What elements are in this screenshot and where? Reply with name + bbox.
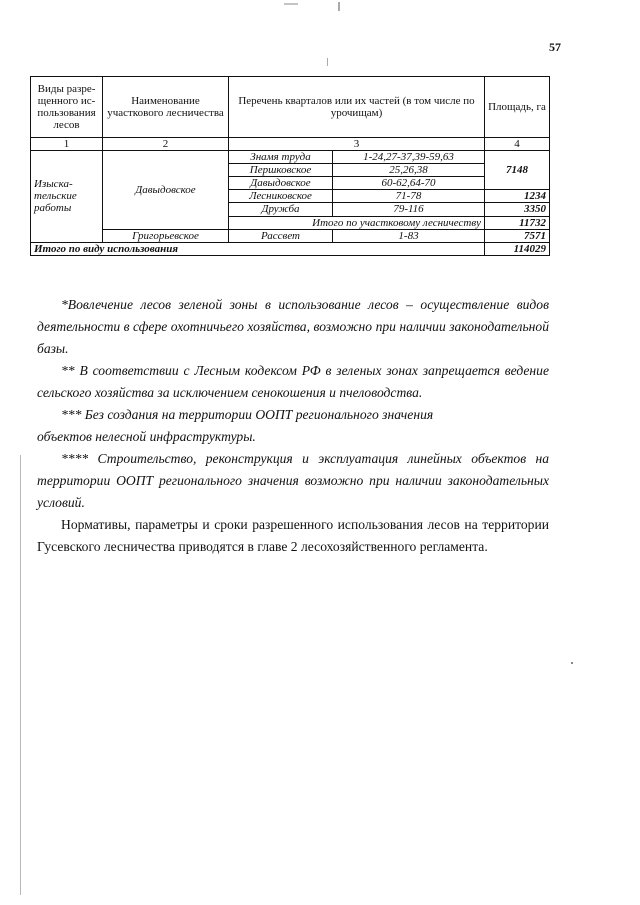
table-column-numbers-row [31,138,550,151]
scan-speck [571,662,573,664]
footnotes [37,294,549,558]
tract-name: Дружба [229,203,333,216]
table-header-row [31,77,550,138]
forest-use-table [30,76,550,256]
tract-name: Лесниковское [229,190,333,203]
footnote-4: **** Строительство, реконструкция и эксплуатация линейных объектов на территории ООПТ регионального значения возможно при наличии законодательных условий. [37,451,549,510]
tract-quarters: 79-116 [333,203,485,216]
forestry-davydovskoe-cell: Давыдовское [103,151,229,230]
footnote-3: *** Без создания на территории ООПТ регионального значения [61,407,434,422]
column-number-1: 1 [31,138,103,151]
tract-quarters: 71-78 [333,190,485,203]
subtotal-value: 11732 [485,216,550,229]
footnote-1: *Вовлечение лесов зеленой зоны в использование лесов – осуществление видов деятельности в сфере охотничьего хозяйства, возможно при наличии законодательной базы. [37,297,549,356]
header-area: Площадь, га [485,77,550,138]
tract-quarters: 1-24,27-37,39-59,63 [333,151,485,164]
footnote-3-continuation: объектов нелесной инфраструктуры. [37,429,256,444]
total-row [31,242,550,255]
area-cell: 3350 [485,203,550,216]
column-number-3: 3 [229,138,485,151]
area-cell: 1234 [485,190,550,203]
scan-edge-line [20,455,21,895]
header-usage-type: Виды разре-щенного ис-пользования лесов [31,77,103,138]
area-cell: 7571 [485,229,550,242]
total-label: Итого по виду использования [31,242,485,255]
column-number-2: 2 [103,138,229,151]
tract-quarters: 1-83 [333,229,485,242]
table-row [31,151,550,164]
footnote-2: ** В соответствии с Лесным кодексом РФ в зеленых зонах запрещается ведение сельского хозяйства за исключением сенокошения и пчеловодства. [37,363,549,400]
subtotal-label: Итого по участковому лесничеству [229,216,485,229]
page-number: 57 [549,40,561,54]
table-row [31,229,550,242]
forestry-grigorievskoe-cell: Григорьевское [103,229,229,242]
usage-type-cell: Изыска-тельские работы [31,151,103,243]
area-group-cell: 7148 [485,151,550,190]
tract-quarters: 60-62,64-70 [333,177,485,190]
tract-quarters: 25,26,38 [333,164,485,177]
tract-name: Рассвет [229,229,333,242]
tract-name: Першковское [229,164,333,177]
scan-speck [284,3,298,5]
scan-speck [338,2,340,11]
closing-paragraph: Нормативы, параметры и сроки разрешенного использования лесов на территории Гусевского лесничества приводятся в главе 2 лесохозяйственного регламента. [37,517,549,554]
header-forestry-name: Наименование участкового лесничества [103,77,229,138]
header-quarters-list: Перечень кварталов или их частей (в том числе по урочищам) [229,77,485,138]
column-number-4: 4 [485,138,550,151]
tract-name: Давыдовское [229,177,333,190]
total-value: 114029 [485,242,550,255]
scan-speck [327,58,328,66]
tract-name: Знамя труда [229,151,333,164]
